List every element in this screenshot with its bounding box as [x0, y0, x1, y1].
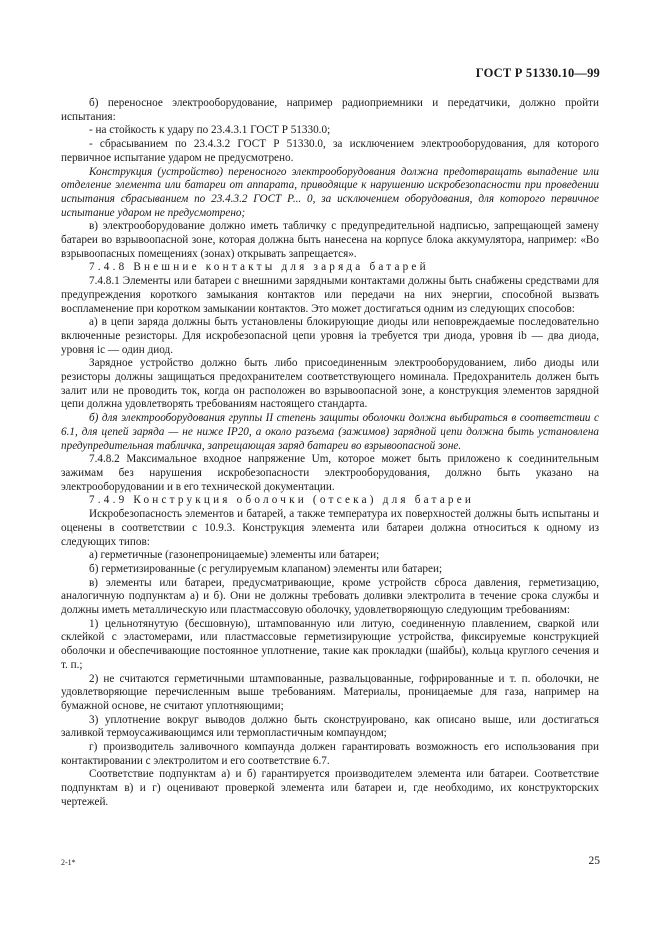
section-heading-7-4-9: 7.4.9 Конструкция оболочки (отсека) для батареи: [89, 494, 475, 507]
paragraph: Соответствие подпунктам а) и б) гарантируется производителем элемента или батареи. Соответствие подпунктам в) и г) оценивают проверкой элемента или батареи и, где необходимо, их конструкторских чертежей.: [61, 768, 599, 808]
paragraph: в) элементы или батареи, предусматривающие, кроме устройств сброса давления, герметизацию, аналогичную подпунктам а) и б). Они не должны требовать доливки электролита в течение срока службы и должны иметь металлическую или пластмассовую оболочку, удовлетворяющую следующим требованиям:: [61, 576, 599, 617]
paragraph: Искробезопасность элементов и батарей, а также температура их поверхностей должны быть испытаны и оценены в соответствии с 10.9.3. Конструкция элемента или батареи должна относиться к одному из следующих типов:: [61, 508, 599, 548]
paragraph: в) электрооборудование должно иметь табличку с предупредительной надписью, запрещающей замену батареи во взрывоопасной зоне, которая должна быть нанесена на корпусе блока аккумулятора, например: «Во взрывоопасных помещениях (зонах) открывать запрещается».: [61, 220, 599, 260]
paragraph: а) герметичные (газонепроницаемые) элементы или батареи;: [89, 549, 380, 562]
paragraph: б) переносное электрооборудование, например радиоприемники и передатчики, должно пройти испытания:: [61, 97, 599, 123]
page-number: 25: [588, 855, 600, 867]
paragraph-italic: Конструкция (устройство) переносного электрооборудования должна предотвращать выпадение или отделение элемента или батареи от аппарата, приводящие к нарушению искробезопасности при проведении испытания сбрасыванием по 23.4.3.2 ГОСТ Р... 0, за исключением оборудования, для которого первичное испытание ударом не предусмотрено;: [61, 165, 599, 219]
paragraph: г) производитель заливочного компаунда должен гарантировать возможность его использования при контактировании с электролитом и его соответствие 6.7.: [61, 741, 599, 767]
paragraph: 2) не считаются герметичными штампованные, развальцованные, гофрированные и т. п. оболочки, не удовлетворяющие перечисленным выше требованиям. Материалы, проницаемые для газа, например на бумажной основе, не считают уплотняющими;: [61, 672, 599, 712]
paragraph: Зарядное устройство должно быть либо присоединенным электрооборудованием, либо диоды или резисторы должны защищаться предохранителем соответствующего номинала. Предохранитель должен быть залит или не проводить ток, когда он расположен во взрывоопасной зоне, а конструкция элементов зарядной цепи должна удовлетворять требованиям настоящего стандарта.: [61, 357, 599, 411]
paragraph: 1) цельнотянутую (бесшовную), штампованную или литую, соединенную плавлением, сваркой или склейкой с эластомерами, или пластмассовые герметизирующие устройства, фиксируемые конструкцией оболочки и обеспечивающие постоянное уплотнение, такие как прокладки (шайбы), кольца круглого сечения и т. п.;: [61, 617, 599, 671]
paragraph: 7.4.8.2 Максимальное входное напряжение Um, которое может быть приложено к соединительным зажимам без нарушения искробезопасности электрооборудования, должно быть указано на электрооборудовании и в его технической документации.: [61, 453, 599, 493]
paragraph: а) в цепи заряда должны быть установлены блокирующие диоды или неповреждаемые последовательно включенные резисторы. Для искробезопасной цепи уровня ia требуется три диода, уровня ib — два диода, уровня ic — один диод.: [61, 316, 599, 356]
paragraph: - на стойкость к удару по 23.4.3.1 ГОСТ Р 51330.0;: [89, 124, 331, 137]
paragraph: б) герметизированные (с регулируемым клапаном) элементы или батареи;: [89, 562, 443, 575]
document-header-id: ГОСТ Р 51330.10—99: [475, 66, 600, 80]
footer-signature-mark: 2-1*: [61, 858, 76, 867]
paragraph-italic: б) для электрооборудования группы II степень защиты оболочки должна выбираться в соответствии с 6.1, для цепей заряда — не ниже IP20, а около разъема (зажимов) зарядной цепи должна быть установлена предупредительная табличка, запрещающая заряд батареи во взрывоопасной зоне.: [61, 412, 599, 452]
body-text: [61, 97, 599, 810]
paragraph: 7.4.8.1 Элементы или батареи с внешними зарядными контактами должны быть снабжены средствами для предупреждения короткого замыкания контактов или передачи на них энергии, способной вызвать воспламенение при коротком замыкании контактов. Это может достигаться одним из следующих способов:: [61, 275, 599, 315]
paragraph: - сбрасыванием по 23.4.3.2 ГОСТ Р 51330.0, за исключением электрооборудования, для которого первичное испытание ударом не предусмотрено.: [61, 138, 599, 164]
section-heading-7-4-8: 7.4.8 Внешние контакты для заряда батарей: [89, 261, 429, 274]
paragraph: 3) уплотнение вокруг выводов должно быть сконструировано, как описано выше, или достигаться заливкой термоусаживающимся или термопластичным компаундом;: [61, 713, 599, 740]
